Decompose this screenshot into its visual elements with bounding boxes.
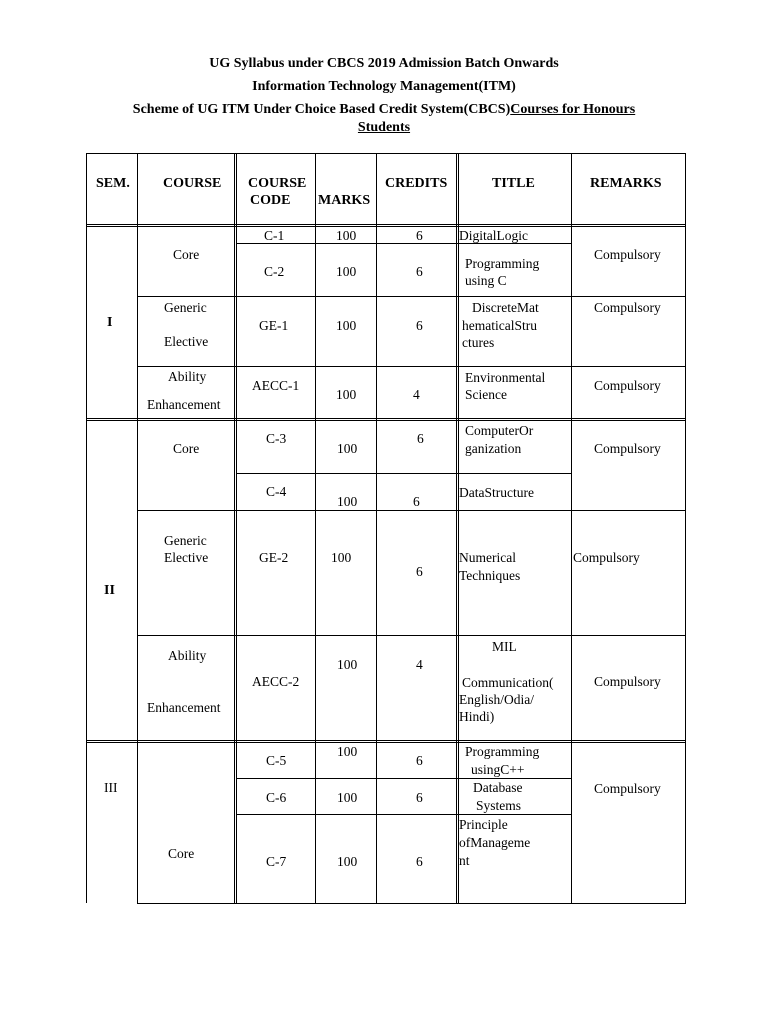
course-code: AECC-2 [252, 674, 300, 689]
course-title: Techniques [459, 568, 521, 583]
course-code: GE-1 [259, 318, 289, 333]
course-code: C-2 [264, 264, 285, 279]
semester-label: III [104, 780, 118, 795]
semester-label: II [104, 583, 115, 598]
marks-value: 100 [337, 657, 358, 672]
marks-value: 100 [337, 790, 358, 805]
col-header-title: TITLE [492, 176, 535, 191]
course-title: MIL [492, 639, 517, 654]
course-type-core: Core [173, 441, 200, 456]
doc-scheme-line [0, 101, 768, 119]
scheme-text: Scheme of UG ITM Under Choice Based Credit System(CBCS) [132, 102, 511, 117]
remarks-value: Compulsory [594, 378, 661, 393]
credits-value: 6 [417, 431, 424, 446]
col-header-sem: SEM. [96, 176, 130, 191]
course-title: Numerical [459, 550, 516, 565]
course-title: DigitalLogic [459, 228, 528, 243]
credits-value: 4 [416, 657, 423, 672]
credits-value: 6 [413, 494, 420, 509]
course-type-enhancement: Enhancement [147, 397, 221, 412]
credits-value: 6 [416, 854, 423, 869]
course-type-enhancement: Enhancement [147, 700, 221, 715]
course-title: ganization [465, 441, 522, 456]
col-header-marks: MARKS [318, 193, 371, 208]
marks-value: 100 [336, 387, 357, 402]
marks-value: 100 [336, 228, 357, 243]
course-code: GE-2 [259, 550, 289, 565]
course-code: C-7 [266, 854, 287, 869]
course-title: Hindi) [459, 709, 495, 724]
course-type-generic: Generic [164, 300, 207, 315]
course-title: Principle [459, 817, 508, 832]
course-code: C-1 [264, 228, 285, 243]
course-title: ctures [462, 335, 495, 350]
marks-value: 100 [337, 494, 358, 509]
credits-value: 6 [416, 318, 423, 333]
remarks-value: Compulsory [594, 674, 661, 689]
credits-value: 6 [416, 264, 423, 279]
course-title: DiscreteMat [472, 300, 539, 315]
course-type-ability: Ability [168, 648, 207, 663]
col-header-code: CODE [250, 193, 291, 208]
col-header-credits: CREDITS [385, 176, 448, 191]
course-code: C-5 [266, 753, 287, 768]
course-title: ofManageme [459, 835, 531, 850]
scheme-underlined-text: Courses for Honours [510, 102, 636, 117]
course-title: ComputerOr [465, 423, 534, 438]
course-type-ability: Ability [168, 369, 207, 384]
course-code: C-4 [266, 484, 287, 499]
semester-label: I [107, 315, 113, 330]
credits-value: 6 [416, 790, 423, 805]
course-title: Systems [476, 798, 522, 813]
remarks-value: Compulsory [573, 550, 640, 565]
doc-title: UG Syllabus under CBCS 2019 Admission Batch Onwards [209, 56, 559, 71]
course-code: C-6 [266, 790, 287, 805]
marks-value: 100 [336, 318, 357, 333]
credits-value: 6 [416, 564, 423, 579]
course-type-generic: Generic [164, 533, 207, 548]
col-header-remarks: REMARKS [590, 176, 662, 191]
course-title: Programming [465, 744, 540, 759]
course-title: English/Odia/ [459, 692, 534, 707]
course-type-core: Core [173, 247, 200, 262]
remarks-value: Compulsory [594, 300, 661, 315]
remarks-value: Compulsory [594, 247, 661, 262]
credits-value: 6 [416, 228, 423, 243]
course-type-core: Core [168, 846, 195, 861]
marks-value: 100 [337, 854, 358, 869]
course-title: nt [459, 853, 470, 868]
remarks-value: Compulsory [594, 781, 661, 796]
marks-value: 100 [337, 744, 358, 759]
marks-value: 100 [337, 441, 358, 456]
course-title: using C [465, 273, 507, 288]
course-type-elective: Elective [164, 550, 209, 565]
marks-value: 100 [336, 264, 357, 279]
course-code: C-3 [266, 431, 287, 446]
course-title: hematicalStru [462, 318, 537, 333]
marks-value: 100 [331, 550, 352, 565]
doc-scheme-line-2: Students [357, 120, 411, 135]
course-title: Programming [465, 256, 540, 271]
course-title: DataStructure [459, 485, 534, 500]
credits-value: 4 [413, 387, 420, 402]
col-header-course: COURSE [163, 176, 222, 191]
col-header-course-code: COURSE [248, 176, 307, 191]
course-title: usingC++ [471, 762, 525, 777]
course-title: Communication( [462, 675, 554, 690]
course-title: Database [473, 780, 523, 795]
doc-subtitle: Information Technology Management(ITM) [252, 79, 516, 94]
course-code: AECC-1 [252, 378, 300, 393]
course-type-elective: Elective [164, 334, 209, 349]
course-title: Environmental [465, 370, 546, 385]
course-title: Science [465, 387, 507, 402]
credits-value: 6 [416, 753, 423, 768]
remarks-value: Compulsory [594, 441, 661, 456]
